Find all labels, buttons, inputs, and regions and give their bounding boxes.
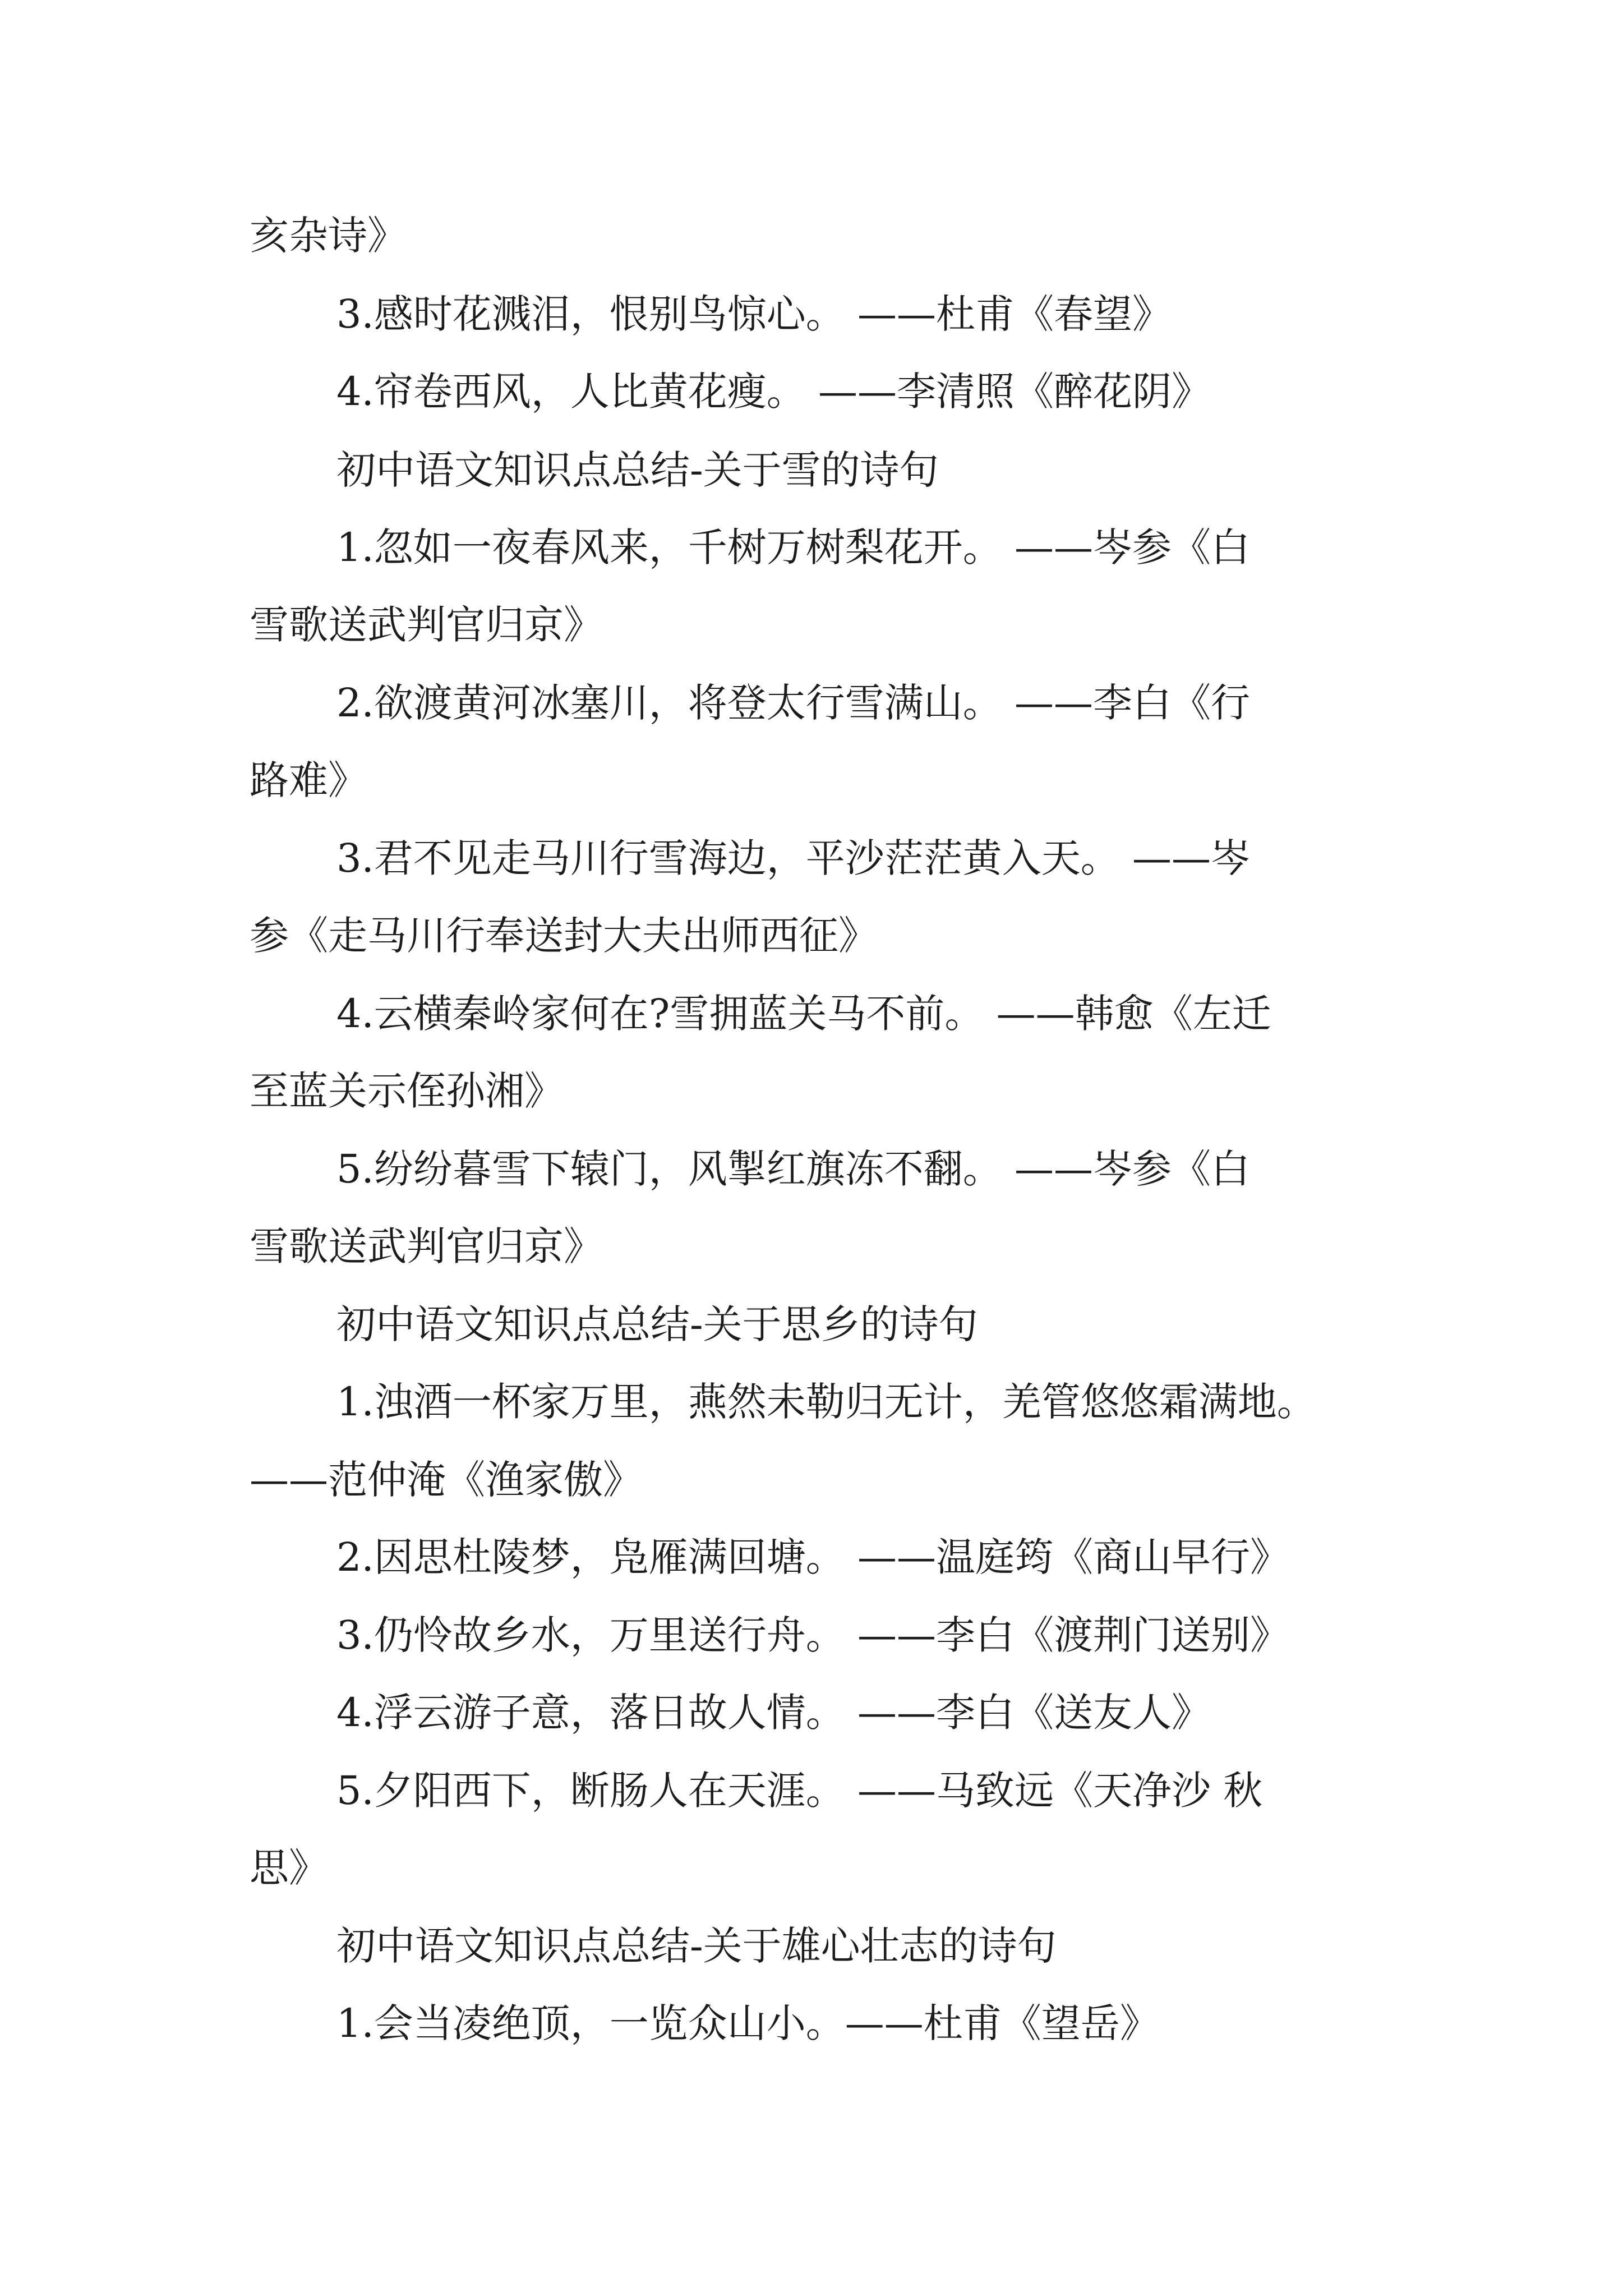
text-line: 3.感时花溅泪，恨别鸟惊心。 ——杜甫《春望》 bbox=[336, 291, 1172, 337]
text-line: 路难》 bbox=[250, 757, 367, 803]
text-line: 雪歌送武判官归京》 bbox=[250, 602, 603, 648]
section-heading: 初中语文知识点总结-关于雪的诗句 bbox=[336, 447, 939, 493]
text-line: 1.忽如一夜春风来，千树万树梨花开。 ——岑参《白 bbox=[336, 524, 1251, 570]
text-line: 3.君不见走马川行雪海边，平沙茫茫黄入天。 ——岑 bbox=[336, 835, 1251, 881]
text-line: 4.浮云游子意，落日故人情。 ——李白《送友人》 bbox=[336, 1690, 1211, 1736]
text-line: 思》 bbox=[250, 1845, 328, 1891]
text-line: 2.因思杜陵梦，凫雁满回塘。 ——温庭筠《商山早行》 bbox=[336, 1534, 1290, 1580]
text-line: 2.欲渡黄河冰塞川，将登太行雪满山。 ——李白《行 bbox=[336, 680, 1251, 726]
section-heading: 初中语文知识点总结-关于雄心壮志的诗句 bbox=[336, 1923, 1057, 1969]
text-line: 亥杂诗》 bbox=[250, 213, 407, 259]
text-line: 参《走马川行奉送封大夫出师西征》 bbox=[250, 913, 878, 959]
text-line: 5.夕阳西下，断肠人在天涯。 ——马致远《天净沙 秋 bbox=[336, 1768, 1263, 1814]
text-line: ——范仲淹《渔家傲》 bbox=[250, 1457, 642, 1503]
text-line: 至蓝关示侄孙湘》 bbox=[250, 1068, 564, 1114]
text-line: 1.浊酒一杯家万里，燕然未勒归无计，羌管悠悠霜满地。 bbox=[336, 1379, 1316, 1425]
text-line: 雪歌送武判官归京》 bbox=[250, 1223, 603, 1269]
text-line: 3.仍怜故乡水，万里送行舟。 ——李白《渡荆门送别》 bbox=[336, 1612, 1290, 1658]
text-line: 5.纷纷暮雪下辕门，风掣红旗冻不翻。 ——岑参《白 bbox=[336, 1146, 1251, 1192]
text-line: 4.云横秦岭家何在?雪拥蓝关马不前。 ——韩愈《左迁 bbox=[336, 991, 1271, 1037]
text-line: 4.帘卷西风，人比黄花瘦。 ——李清照《醉花阴》 bbox=[336, 369, 1211, 415]
section-heading: 初中语文知识点总结-关于思乡的诗句 bbox=[336, 1301, 978, 1347]
text-line: 1.会当凌绝顶，一览众山小。——杜甫《望岳》 bbox=[336, 2000, 1159, 2046]
